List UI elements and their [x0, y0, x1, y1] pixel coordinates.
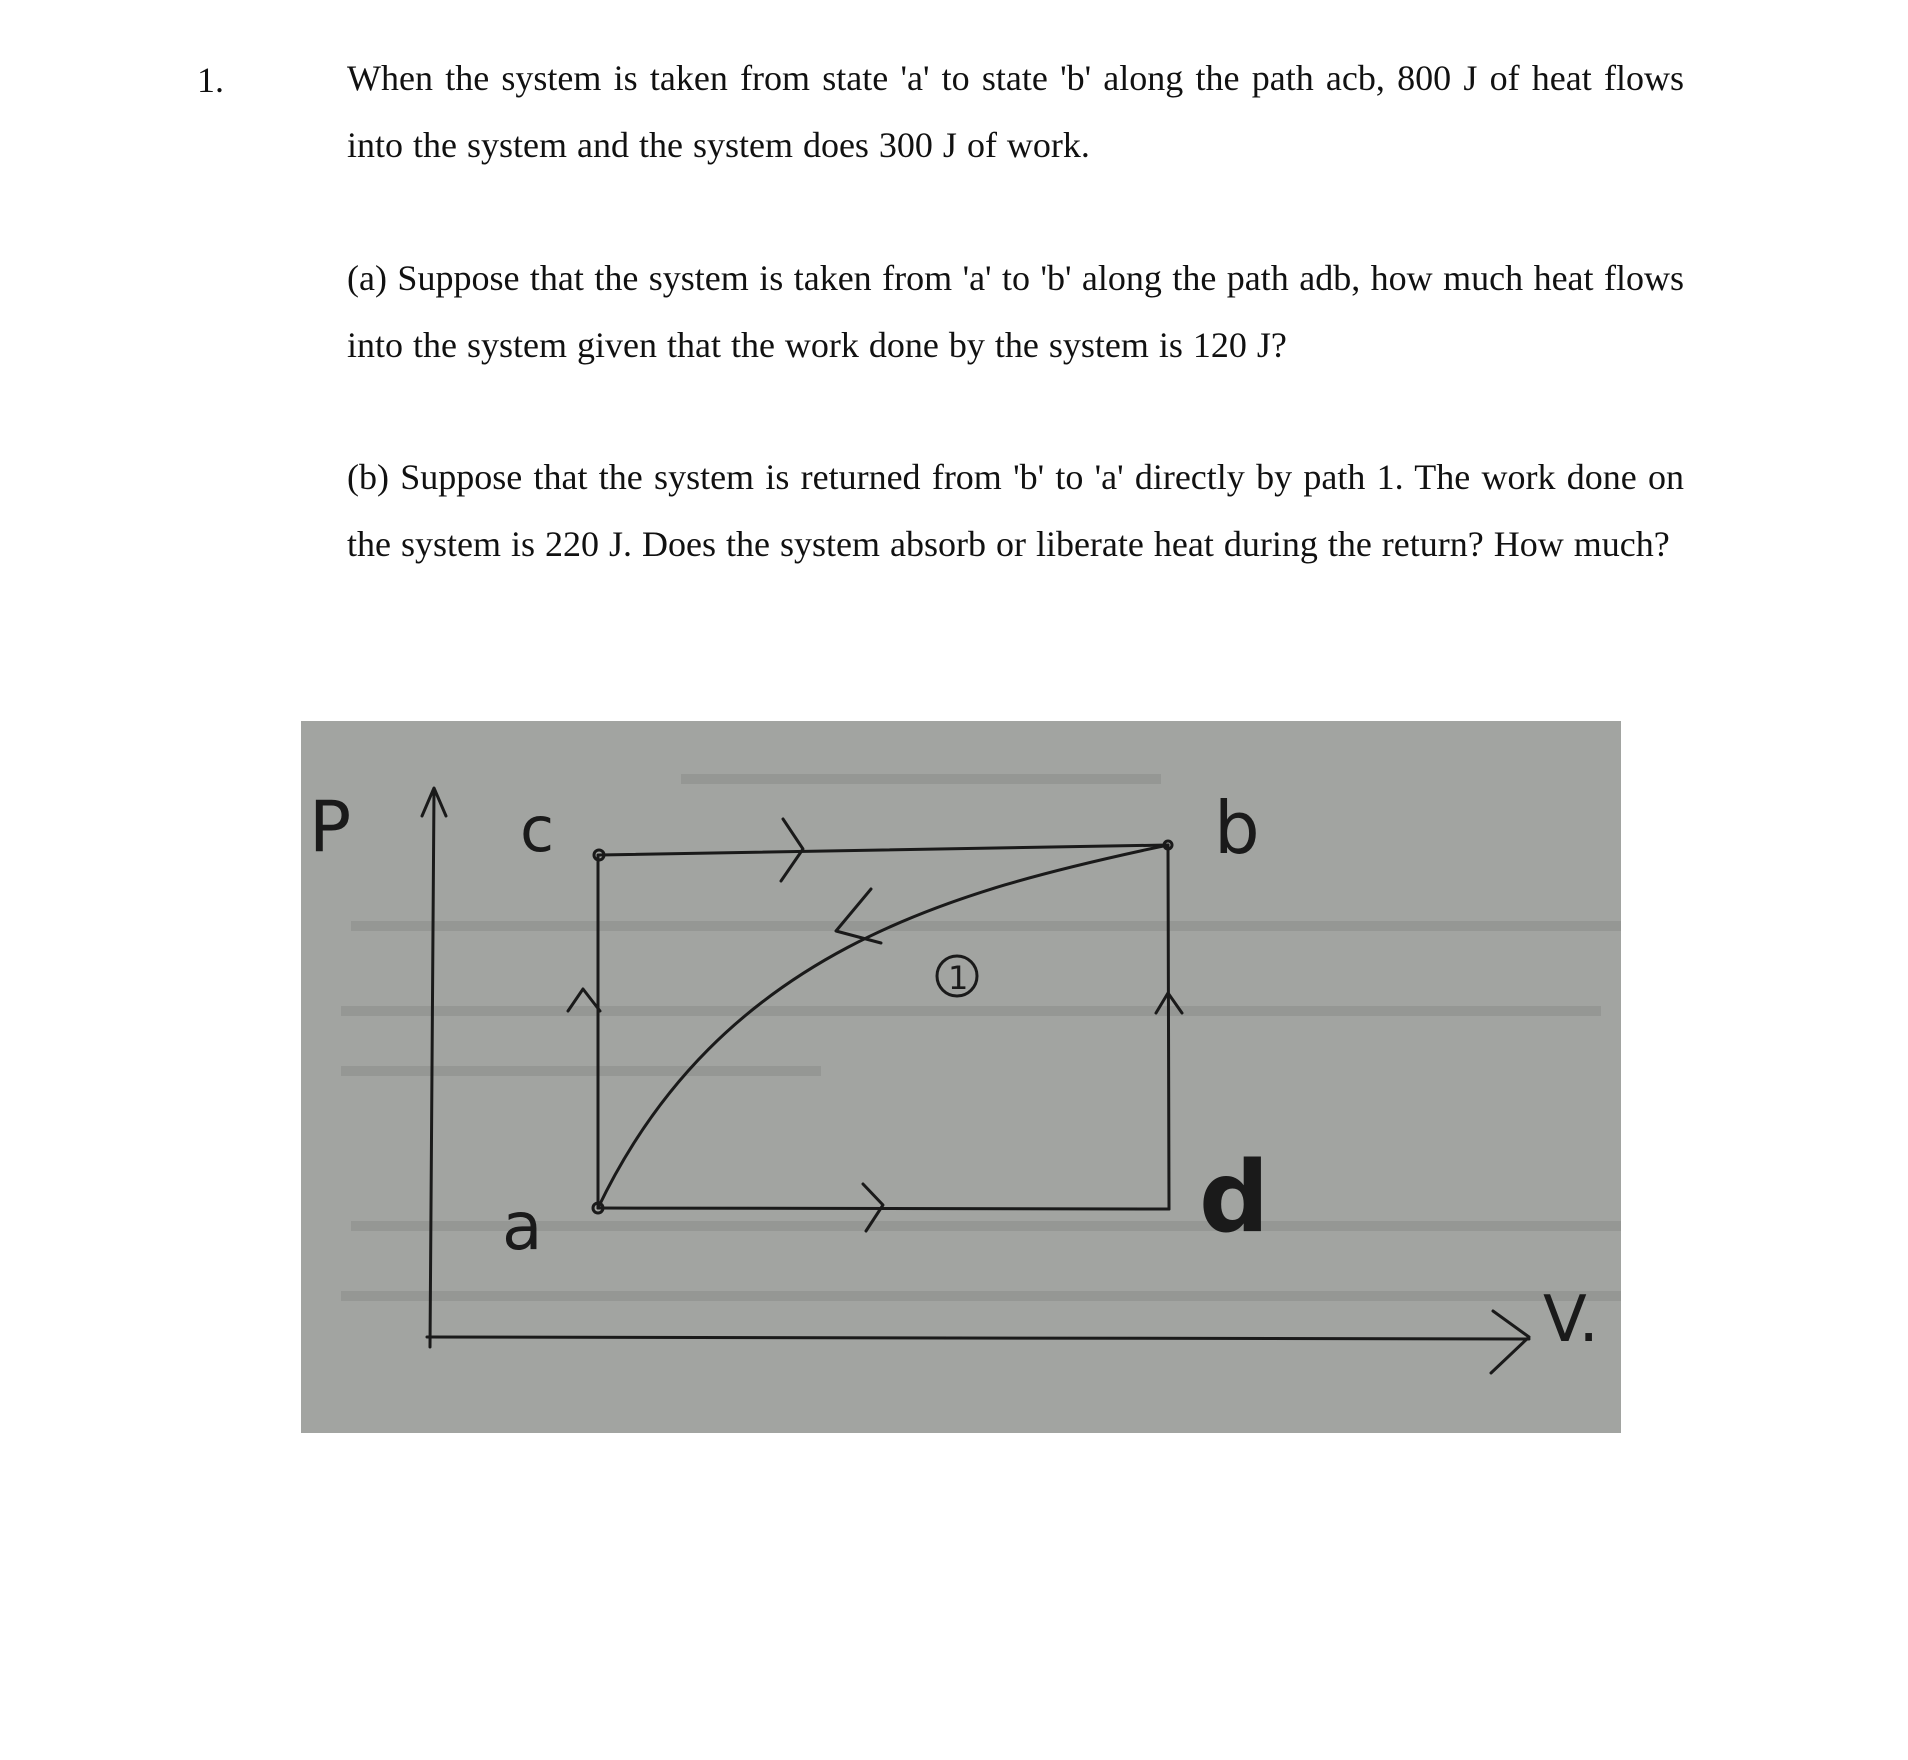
diagram-background	[301, 721, 1621, 1433]
state-label-c: c	[520, 793, 555, 866]
pv-diagram-photo	[301, 721, 1621, 1433]
state-label-a: a	[502, 1188, 543, 1265]
question-part-b: (b) Suppose that the system is returned from 'b' to 'a' directly by path 1. The work done on the system is 220 J. Does the system absorb or liberate heat during the return? How much?	[347, 457, 1684, 564]
path-1-label: 1	[948, 959, 969, 997]
state-label-d: d	[1199, 1141, 1270, 1255]
question-part-a: (a) Suppose that the system is taken from 'a' to 'b' along the path adb, how much heat flows into the system given that the work done by the system is 120 J?	[347, 258, 1684, 365]
question-intro: When the system is taken from state 'a' to state 'b' along the path acb, 800 J of heat flows into the system and the system does 300 J of work.	[347, 58, 1684, 165]
volume-axis	[427, 1337, 1529, 1339]
axis-label-p: P	[309, 786, 352, 868]
question-number: 1.	[197, 60, 224, 100]
path-a-to-d	[598, 1208, 1169, 1209]
pv-diagram	[301, 721, 1621, 1433]
path-d-to-b	[1168, 845, 1169, 1209]
axis-label-v: V.	[1543, 1283, 1599, 1357]
state-label-b: b	[1214, 786, 1260, 870]
